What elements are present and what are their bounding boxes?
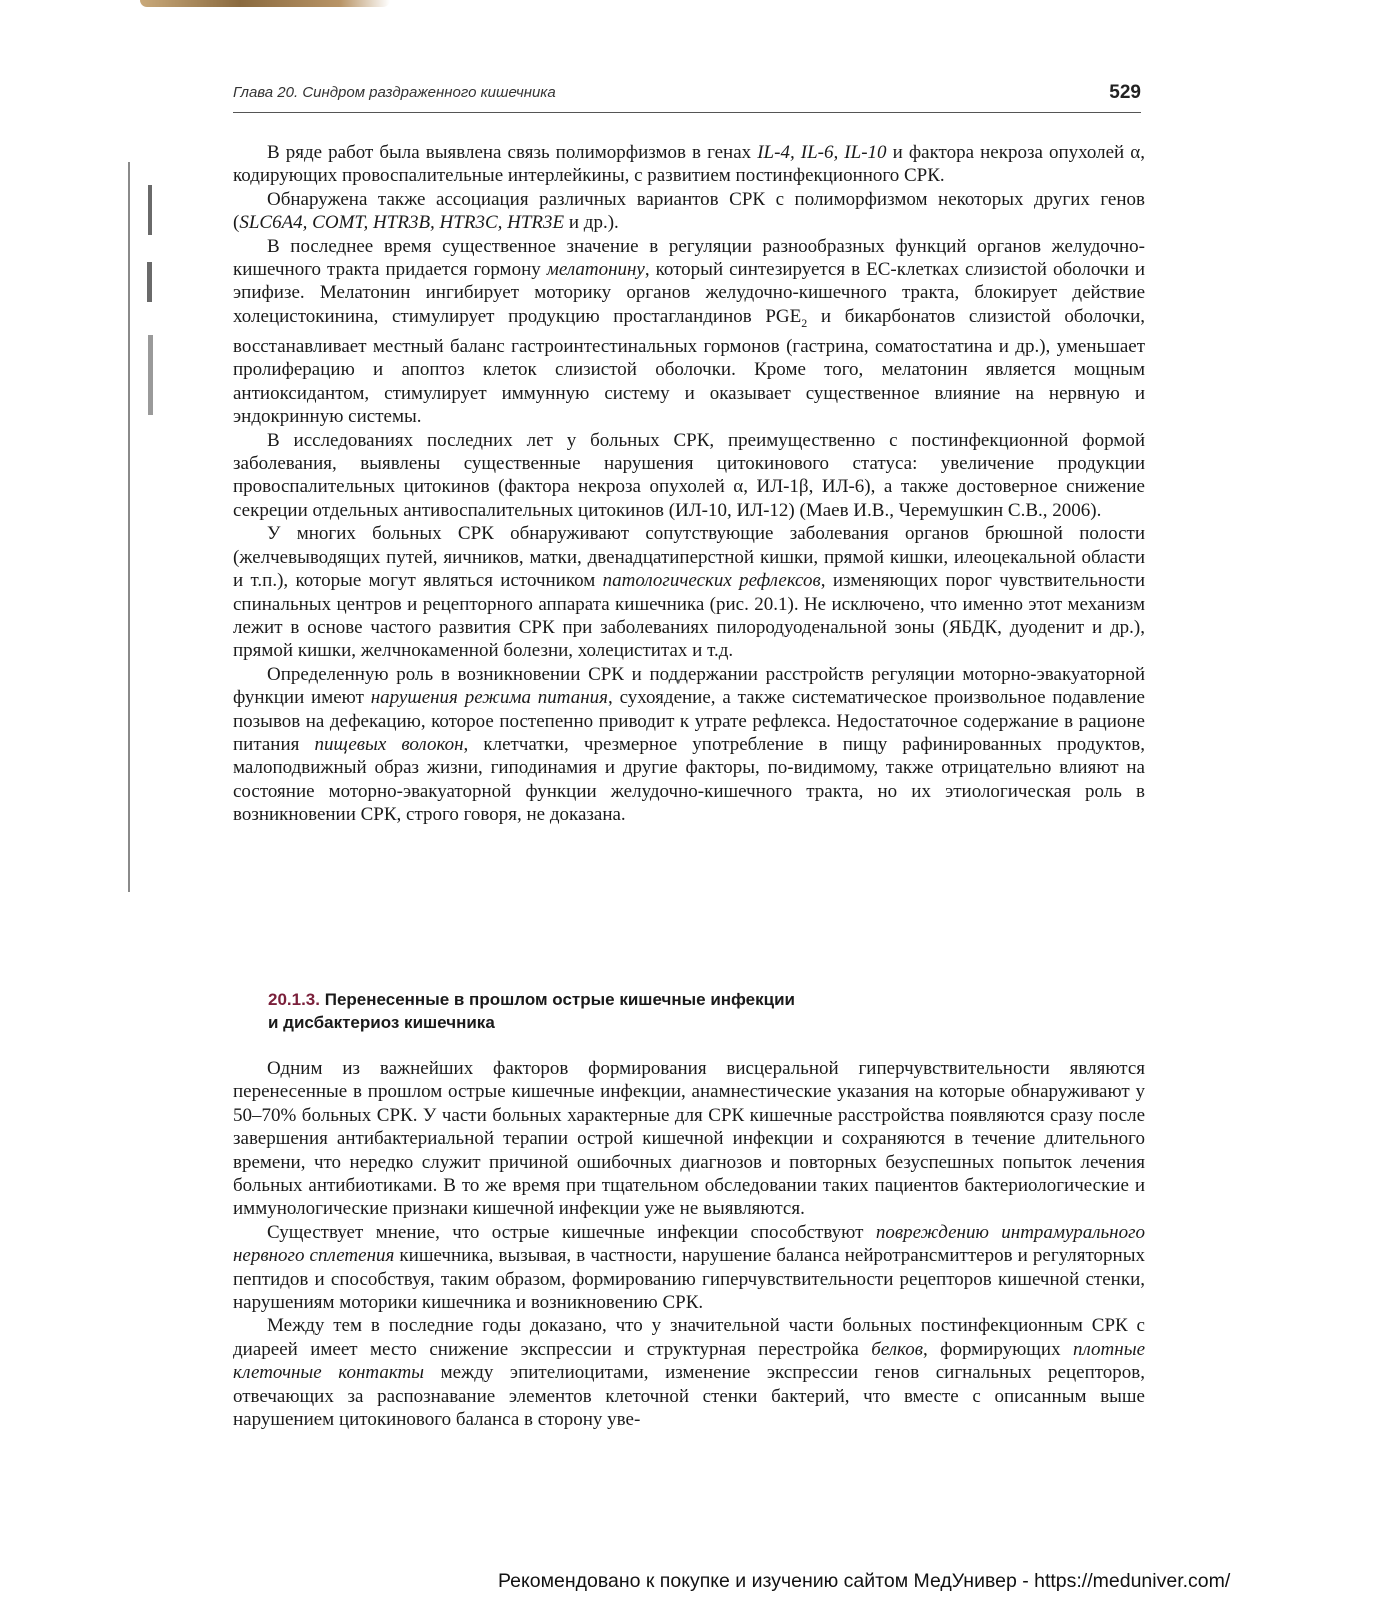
emphasis-text: патологических рефлексов xyxy=(602,570,821,592)
paragraph-text: и др.). xyxy=(564,212,619,234)
paragraph-text: В ряде работ была выявлена связь полиморфизмов в генах xyxy=(267,142,758,163)
paragraph-text: В последнее время существенное значение в регуляции разнообразных функций органов желудочно-кишечного тракта придается гормону xyxy=(233,235,1145,281)
emphasis-text: SLC6A4, COMT, HTR3B, HTR3C, HTR3E xyxy=(239,212,565,234)
paragraph-text: , изменяющих порог чувствительности спинальных центров и рецепторного аппарата кишечника (рис. 20.1). Не исключено, что именно этот механизм лежит в основе частого развития СРК при заболеваниях пилородуоденальной зоны (ЯБДК, дуоденит и др.), прямой кишки, желчнокаменной болезни, холециститах и т.д. xyxy=(233,570,1145,662)
paragraph-text: , формирующих xyxy=(922,1338,1074,1360)
section-heading xyxy=(268,988,988,1034)
running-title: Глава 20. Синдром раздраженного кишечника xyxy=(233,84,556,101)
paragraph-text: Обнаружена также ассоциация различных вариантов СРК с полиморфизмом некоторых других генов ( xyxy=(233,188,1145,234)
section-title-line-2: и дисбактериоз кишечника xyxy=(268,1013,495,1032)
margin-mark xyxy=(148,185,152,235)
paragraph-text: между эпителиоцитами, изменение экспрессии генов сигнальных рецепторов, отвечающих за распознавание элементов клеточной стенки бактерий, что вместе с описанным выше нарушением цитокинового баланса в сторону уве- xyxy=(233,1362,1146,1431)
emphasis-text: повреждению интрамурального нервного сплетения xyxy=(233,1221,1145,1267)
paragraph xyxy=(233,1221,1145,1315)
paragraph-text: и бикарбонатов слизистой оболочки, восстанавливает местный баланс гастроинтестинальных гормонов (гастрина, соматостатина и др.), уменьшает пролиферацию и апоптоз клеток слизистой оболочки. Кроме того, мелатонин является мощным антиоксидантом, стимулирует иммунную систему и оказывает существенное влияние на нервную и эндокринную системы. xyxy=(233,305,1145,428)
emphasis-text: плотные клеточные контакты xyxy=(233,1338,1145,1384)
emphasis-text: мелатонину xyxy=(546,259,645,281)
emphasis-text: пищевых волокон xyxy=(314,733,464,755)
paragraph xyxy=(233,235,1145,429)
paragraph-text: , который синтезируется в ЕС-клетках слизистой оболочки и эпифизе. Мелатонин ингибирует моторику органов желудочно-кишечного тракта, блокирует действие холецистокинина, стимулирует продукцию простагландинов PGE xyxy=(233,259,1145,327)
paragraph-text: , сухоядение, а также систематическое произвольное подавление позывов на дефекацию, которое постепенно приводит к утрате рефлекса. Недостаточное содержание в рационе питания xyxy=(233,687,1145,755)
paragraph xyxy=(233,188,1145,235)
paragraph xyxy=(233,1314,1145,1431)
paragraph-text: , клетчатки, чрезмерное употребление в пищу рафинированных продуктов, малоподвижный образ жизни, гиподинамия и другие факторы, по-видимому, также отрицательно влияют на состояние моторно-эвакуаторной функции желудочно-кишечного тракта, но их этиологическая роль в возникновении СРК, строго говоря, не доказана. xyxy=(233,733,1145,826)
paragraph-text: Определенную роль в возникновении СРК и поддержании расстройств регуляции моторно-эвакуаторной функции имеют xyxy=(233,663,1145,709)
paragraph-text: Существует мнение, что острые кишечные инфекции способствуют xyxy=(267,1221,876,1243)
paragraph xyxy=(233,429,1145,523)
page-header xyxy=(233,84,1141,113)
body-text-top xyxy=(233,141,1145,827)
paragraph-text: кишечника, вызывая, в частности, нарушение баланса нейротрансмиттеров и регуляторных пептидов и способствуя, таким образом, формированию гиперчувствительности рецепторов кишечной стенки, нарушениям моторики кишечника и возникновению СРК. xyxy=(233,1245,1145,1314)
emphasis-text: белков xyxy=(871,1338,923,1360)
margin-mark xyxy=(148,335,153,415)
margin-mark xyxy=(128,162,130,892)
section-heading-line-1 xyxy=(268,988,988,1011)
section-number: 20.1.3. xyxy=(268,990,320,1009)
paragraph xyxy=(233,1057,1145,1221)
footer-recommendation[interactable]: Рекомендовано к покупке и изучению сайтом МедУнивер - https://meduniver.com/ xyxy=(498,1570,1231,1592)
margin-mark xyxy=(147,262,152,302)
paragraph-text: В исследованиях последних лет у больных СРК, преимущественно с постинфекционной формой заболевания, выявлены существенные нарушения цитокинового статуса: увеличение продукции провоспалительных цитокинов (фактора некроза опухолей α, ИЛ-1β, ИЛ-6), а также достоверное снижение секреции отдельных антивоспалительных цитокинов (ИЛ-10, ИЛ-12) (Маев И.В., Черемушкин С.В., 2006). xyxy=(233,429,1145,521)
body-text-bottom xyxy=(233,1057,1145,1432)
section-title-line-1: Перенесенные в прошлом острые кишечные инфекции xyxy=(324,990,795,1009)
paragraph-text: и фактора некроза опухолей α, кодирующих провоспалительные интерлейкины, с развитием постинфекционного СРК. xyxy=(233,142,1145,187)
emphasis-text: IL-4, IL-6, IL-10 xyxy=(757,142,887,163)
subscript-text: 2 xyxy=(801,315,808,330)
paragraph-text: Между тем в последние годы доказано, что у значительной части больных постинфекционным СРК с диареей имеет место снижение экспрессии и структурная перестройка xyxy=(233,1315,1145,1360)
paragraph-text: У многих больных СРК обнаруживают сопутствующие заболевания органов брюшной полости (желчевыводящих путей, яичников, матки, двенадцатиперстной кишки, прямой кишки, илеоцекальной области и т.п.), которые могут являться источником xyxy=(233,523,1145,592)
page-number: 529 xyxy=(1109,82,1141,103)
emphasis-text: нарушения режима питания xyxy=(370,687,608,709)
paragraph xyxy=(233,141,1145,188)
paragraph xyxy=(233,663,1145,827)
paragraph xyxy=(233,522,1145,662)
scan-artifact xyxy=(140,0,390,7)
paragraph-text: Одним из важнейших факторов формирования висцеральной гиперчувствительности являются перенесенные в прошлом острые кишечные инфекции, анамнестические указания на которые обнаруживают у 50–70% больных СРК. У части больных характерные для СРК кишечные расстройства появляются сразу после завершения антибактериальной терапии острой кишечной инфекции и сохраняются в течение длительного времени, что нередко служит причиной ошибочных диагнозов и повторных безуспешных попыток лечения больных антибиотиками. В то же время при тщательном обследовании таких пациентов бактериологические и иммунологические признаки кишечной инфекции уже не выявляются. xyxy=(233,1058,1145,1220)
